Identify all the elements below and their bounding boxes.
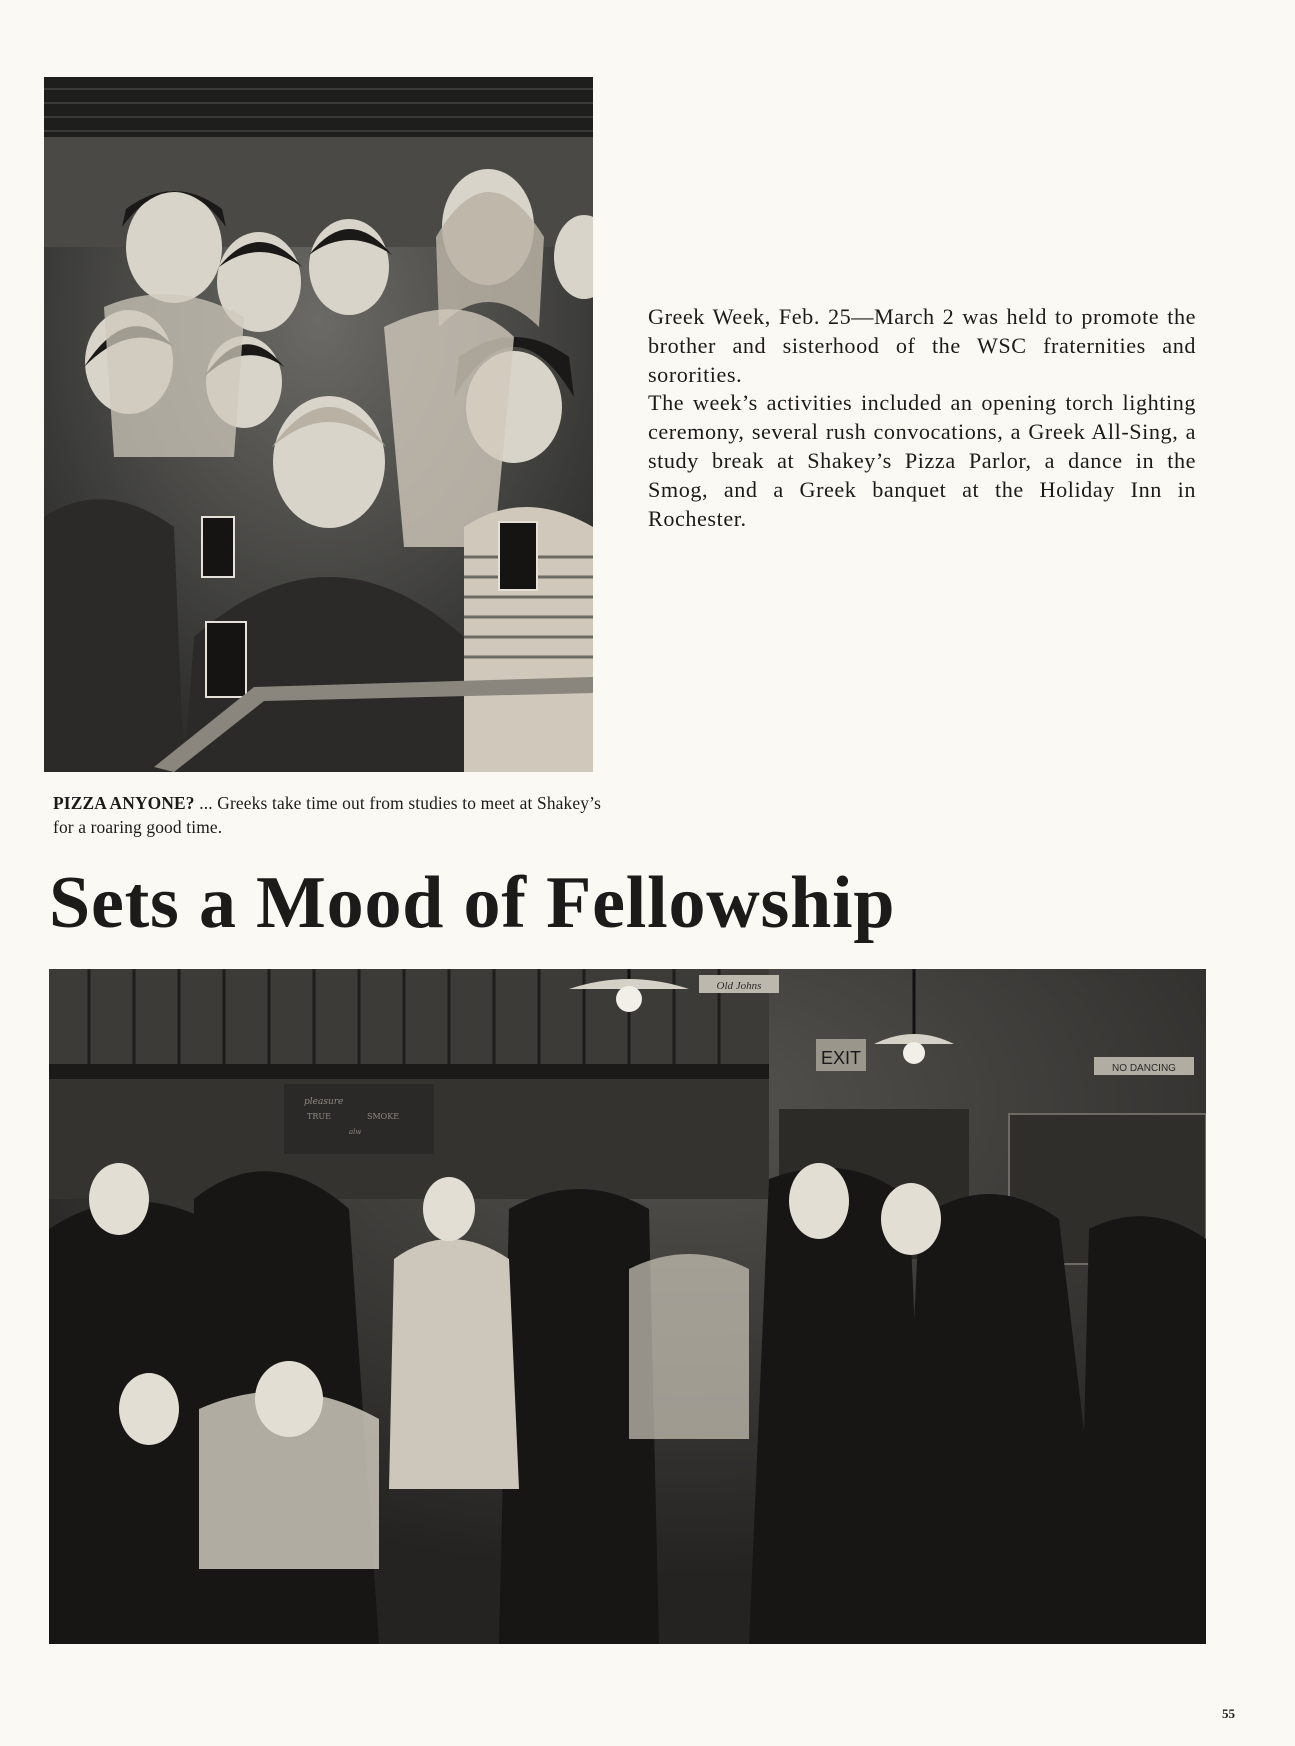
caption-text: ... Greeks take time out from studies to meet at Shakey’s for a roaring good time. bbox=[53, 793, 601, 837]
photo-greeks-at-shakeys bbox=[44, 77, 593, 772]
intro-paragraph-2: The week’s activities included an opening torch lighting ceremony, several rush convocations, a Greek All-Sing, a study break at Shakey’s Pizza Parlor, a dance in the Smog, and a Greek banquet at the Holiday Inn in Rochester. bbox=[648, 390, 1196, 531]
exit-sign-text: EXIT bbox=[820, 1048, 862, 1068]
photo-dance-crowd-image bbox=[49, 969, 1206, 1644]
caption-lead: PIZZA ANYONE? bbox=[53, 793, 195, 813]
no-dancing-sign-text: NO DANCING bbox=[1112, 1063, 1176, 1074]
page-headline: Sets a Mood of Fellowship bbox=[49, 862, 896, 944]
intro-text bbox=[648, 303, 1196, 533]
intro-paragraph-1: Greek Week, Feb. 25—March 2 was held to promote the brother and sisterhood of the WSC fraternities and sororities. bbox=[648, 304, 1196, 387]
photo-caption bbox=[53, 792, 601, 839]
photo-greeks-at-shakeys-image bbox=[44, 77, 593, 772]
page-number: 55 bbox=[1222, 1706, 1235, 1721]
banner-sign-text: Old Johns bbox=[716, 980, 762, 992]
photo-dance-crowd bbox=[49, 969, 1206, 1644]
chalkboard-line-3: SMOKE bbox=[367, 1112, 400, 1121]
chalkboard-line-1: pleasure bbox=[304, 1097, 344, 1107]
chalkboard-line-4: alw bbox=[349, 1128, 362, 1136]
chalkboard-line-2: TRUE bbox=[307, 1112, 331, 1121]
